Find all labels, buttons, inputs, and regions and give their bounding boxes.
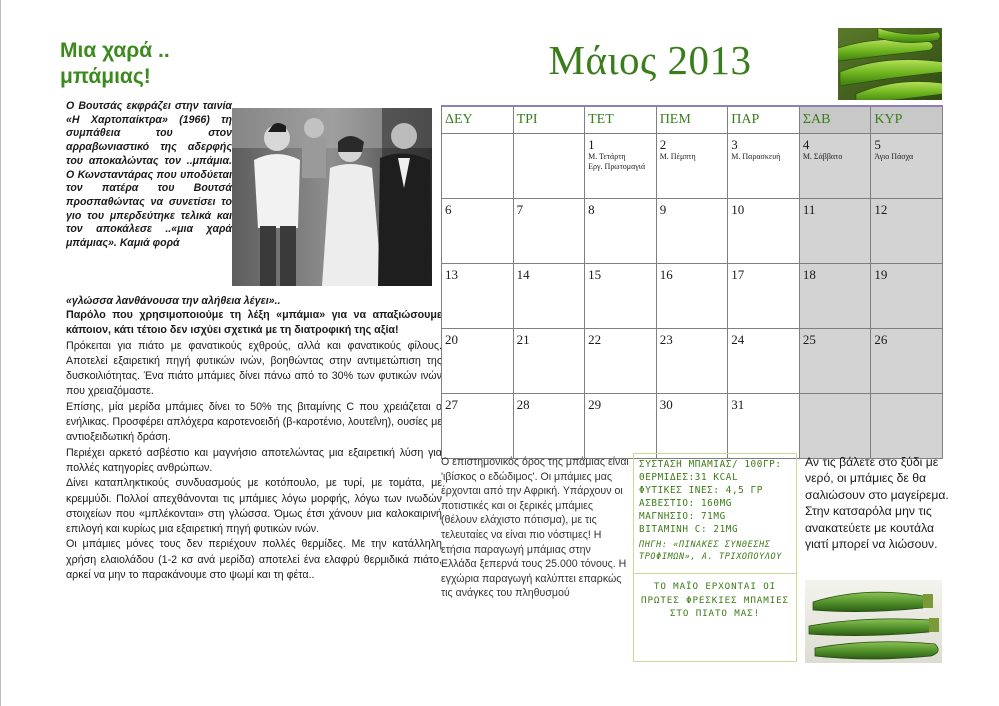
day-number: 21 xyxy=(516,332,530,347)
calendar-day-cell xyxy=(728,264,800,329)
day-number: 22 xyxy=(588,332,602,347)
calendar-week-row xyxy=(442,394,943,459)
day-number: 10 xyxy=(731,202,745,217)
day-number: 11 xyxy=(802,202,816,217)
calendar-day-cell xyxy=(585,134,657,199)
calendar-day-cell xyxy=(656,394,728,459)
calendar-day-cell-weekend xyxy=(871,134,943,199)
calendar-day-cell xyxy=(656,199,728,264)
calendar-day-cell xyxy=(585,264,657,329)
calendar-day-cell xyxy=(442,329,514,394)
calendar-day-cell xyxy=(513,199,585,264)
weekday-header: ΤΕΤ xyxy=(585,106,657,134)
calendar-day-cell xyxy=(513,134,585,199)
calendar-day-cell xyxy=(656,264,728,329)
article-lead: Παρόλο που χρησιμοποιούμε τη λέξη «μπάμια» για να απαξιώσουμε κάποιον, κάτι τέτοιο δεν ισχύει σχετικά με τη διατροφική της αξία! xyxy=(66,309,442,337)
day-number: 9 xyxy=(659,202,667,217)
article-title xyxy=(60,38,240,90)
weekday-header: ΤΡΙ xyxy=(513,106,585,134)
okra-photo-bottom xyxy=(805,580,942,663)
weekday-header-weekend: ΣΑΒ xyxy=(799,106,871,134)
day-number: 23 xyxy=(659,332,673,347)
title-line-1: Μια χαρά .. xyxy=(60,39,170,62)
day-number: 4 xyxy=(802,137,810,152)
calendar-day-cell xyxy=(585,329,657,394)
day-number: 12 xyxy=(874,202,888,217)
calendar-day-cell xyxy=(442,134,514,199)
weekday-header: ΠΑΡ xyxy=(728,106,800,134)
day-number: 5 xyxy=(874,137,881,152)
calendar-day-cell xyxy=(728,199,800,264)
day-number: 8 xyxy=(588,202,595,217)
may-season-note: ΤΟ ΜΑΪΟ ΕΡΧΟΝΤΑΙ ΟΙ ΠΡΩΤΕΣ ΦΡΕΣΚΙΕΣ ΜΠΑΜΙΕΣ ΣΤΟ ΠΙΑΤΟ ΜΑΣ! xyxy=(641,581,789,619)
page-edge xyxy=(0,0,1,706)
calendar-day-cell-weekend xyxy=(799,134,871,199)
cooking-tip: Στην κατσαρόλα μην τις ανακατεύετε με κουτάλα γιατί μπορεί να λιώσουν. xyxy=(805,504,938,552)
calendar-body xyxy=(442,134,943,459)
calendar-day-cell xyxy=(442,394,514,459)
calendar-day-cell xyxy=(728,329,800,394)
day-number: 29 xyxy=(588,397,602,412)
article-intro-quote: «γλώσσα λανθάνουσα την αλήθεια λέγει».. xyxy=(66,295,281,307)
okra-facts-text: Ο επιστημονικός όρος της μπάμιας είναι 'ιβίσκος ο εδώδιμος'. Οι μπάμιες μας έρχονται από την Αφρική. Υπάρχουν οι ποτιστικές και οι ξερικές μπάμιες (θέλουν ελάχιστο πότισμα), με τις τελευταίες να είναι πιο νόστιμες! Η ετήσια παραγωγή μπάμιας στην Ελλάδα ξεπερνά τους 25.000 τόνους. Η εγχώρια παραγωγή καλύπτει επαρκώς τις ανάγκες του πληθυσμού xyxy=(441,456,629,600)
title-line-2: μπάμιας! xyxy=(60,65,151,88)
calendar-day-cell-weekend xyxy=(871,264,943,329)
article-paragraph: Επίσης, μία μερίδα μπάμιες δίνει το 50% της βιταμίνης C που χρειάζεται ο ενήλικας. Προσφέρει απλόχερα καροτενοειδή (β-καροτένιο, λουτεΐνη), ουσίες με αντιοξειδωτική δράση. xyxy=(66,400,442,444)
calendar-day-cell xyxy=(585,394,657,459)
calendar-week-row xyxy=(442,264,943,329)
calendar-month-title: Μάιος 2013 xyxy=(548,37,752,83)
day-number: 26 xyxy=(874,332,888,347)
day-number: 13 xyxy=(445,267,458,282)
day-number: 14 xyxy=(516,267,530,282)
day-number: 3 xyxy=(731,137,738,152)
calendar-day-cell-weekend xyxy=(799,264,871,329)
nutrition-line: ΦΥΤΙΚΕΣ ΙΝΕΣ: 4,5 ΓΡ xyxy=(639,485,763,496)
article-intro: Ο Βουτσάς εκφράζει στην ταινία «Η Χαρτοπαίκτρα» (1966) τη συμπάθεια του στον αρραβωνιαστικό της αδερφής του αποκαλώντας τον ..μπάμια. Ο Κωνσταντάρας που υποδύεται τον πατέρα του Βουτσά προσπαθώντας να συνετίσει το γιο του μπερδεύτηκε τελικά και τον αποκάλεσε ..«μια χαρά μπάμιας». Καμιά φορά xyxy=(66,100,232,250)
cooking-tips xyxy=(805,454,955,552)
calendar-day-cell xyxy=(513,264,585,329)
okra-photo-top xyxy=(838,28,942,100)
day-number: 17 xyxy=(731,267,745,282)
day-number: 30 xyxy=(659,397,673,412)
calendar-day-cell-weekend xyxy=(871,329,943,394)
day-number: 24 xyxy=(731,332,745,347)
calendar-day-cell-weekend xyxy=(799,199,871,264)
calendar-day-cell-weekend xyxy=(871,199,943,264)
weekday-header: ΔΕΥ xyxy=(442,106,514,134)
calendar-week-row xyxy=(442,329,943,394)
calendar-day-cell xyxy=(728,394,800,459)
calendar-grid xyxy=(441,105,943,459)
day-holiday-note: Μ. Παρασκευή xyxy=(731,152,781,161)
calendar-day-cell xyxy=(513,394,585,459)
nutrition-source: ΠΗΓΗ: «ΠΙΝΑΚΕΣ ΣΥΝΘΕΣΗΣ ΤΡΟΦΙΜΩΝ», Α. ΤΡΙΧΟΠΟΥΛΟΥ xyxy=(639,540,782,562)
calendar-day-cell xyxy=(442,199,514,264)
calendar-day-cell xyxy=(656,134,728,199)
nutrition-box xyxy=(633,453,797,662)
day-number: 31 xyxy=(731,397,745,412)
calendar-day-cell xyxy=(513,329,585,394)
calendar-week-row xyxy=(442,134,943,199)
day-holiday-note: Άγιο Πάσχα xyxy=(874,152,914,161)
day-number: 2 xyxy=(659,137,667,152)
article-paragraph: Περιέχει αρκετό ασβέστιο και μαγνήσιο αποτελώντας μια εξαιρετική λύση για πολλές κατηγορίες ανθρώπων. xyxy=(66,446,442,474)
calendar-day-cell-weekend xyxy=(799,394,871,459)
calendar-weekday-row xyxy=(442,106,943,134)
calendar-day-cell-weekend xyxy=(799,329,871,394)
article-paragraph: Πρόκειται για πιάτο με φανατικούς εχθρούς, αλλά και φανατικούς φίλους. Αποτελεί εξαιρετική πηγή φυτικών ινών, βοηθώντας στην αντιμετώπιση της δυσκοιλιότητας. Ένα πιάτο μπάμιες δίνει πάνω από το 30% των φυτικών ινών που χρειαζόμαστε. xyxy=(66,339,442,398)
calendar-day-cell xyxy=(442,264,514,329)
day-number: 27 xyxy=(445,397,458,412)
day-number: 15 xyxy=(588,267,602,282)
day-number: 20 xyxy=(445,332,458,347)
day-number: 28 xyxy=(516,397,530,412)
day-number: 7 xyxy=(516,202,524,217)
day-number: 16 xyxy=(659,267,673,282)
nutrition-divider xyxy=(634,573,796,574)
day-number: 25 xyxy=(802,332,816,347)
day-holiday-note: Μ. Πέμπτη xyxy=(659,152,696,161)
article-paragraph: Οι μπάμιες μόνες τους δεν περιέχουν πολλές θερμίδες. Με την κατάλληλη χρήση ελαιολάδου (1-2 κσ ανά μερίδα) αποτελεί ένα ελαφρύ θερμιδικά πιάτο, αρκεί να μην το παρακάνουμε στο ψωμί και τη φέτα.. xyxy=(66,538,442,582)
day-number: 1 xyxy=(588,137,595,152)
calendar-day-cell xyxy=(656,329,728,394)
day-number: 6 xyxy=(445,202,452,217)
nutrition-line: ΒΙΤΑΜΙΝΗ C: 21MG xyxy=(639,524,739,535)
day-number: 19 xyxy=(874,267,888,282)
movie-still-photo xyxy=(232,108,432,286)
day-holiday-note: Εργ. Πρωτομαγιά xyxy=(588,162,646,171)
nutrition-heading: ΣΥΣΤΑΣΗ ΜΠΑΜΙΑΣ/ 100ΓΡ: xyxy=(639,459,782,470)
day-number: 18 xyxy=(802,267,816,282)
article-body xyxy=(66,308,442,583)
day-holiday-note: Μ. Τετάρτη xyxy=(588,152,626,161)
weekday-header-weekend: ΚΥΡ xyxy=(871,106,943,134)
article-paragraph: Δίνει καταπληκτικούς συνδυασμούς με κοτόπουλο, με τυρί, με τομάτα, με κρεμμύδι. Πολλοί απεχθάνονται τις μπάμιες λόγω μορφής, λόγω των ινωδών στοιχείων που «μπλέκονται» στη γλώσσα. Όμως έτσι χάνουν μια καλοκαιρινή επιλογή και κυρίως μια εξαιρετική πηγή φυτικών ινών. xyxy=(66,477,442,536)
nutrition-line: ΜΑΓΝΗΣΙΟ: 71MG xyxy=(639,511,726,522)
cooking-tip: Αν τις βάλετε στο ξύδι με νερό, οι μπάμιες δε θα σαλιώσουν στο μαγείρεμα. xyxy=(805,455,949,502)
nutrition-line: ΘΕΡΜΙΔΕΣ:31 KCAL xyxy=(639,472,739,483)
calendar-day-cell xyxy=(585,199,657,264)
calendar-day-cell xyxy=(728,134,800,199)
day-holiday-note: Μ. Σάββατο xyxy=(802,152,843,161)
calendar-week-row xyxy=(442,199,943,264)
calendar-day-cell-weekend xyxy=(871,394,943,459)
weekday-header: ΠΕΜ xyxy=(656,106,728,134)
nutrition-line: ΑΣΒΕΣΤΙΟ: 160MG xyxy=(639,498,732,509)
